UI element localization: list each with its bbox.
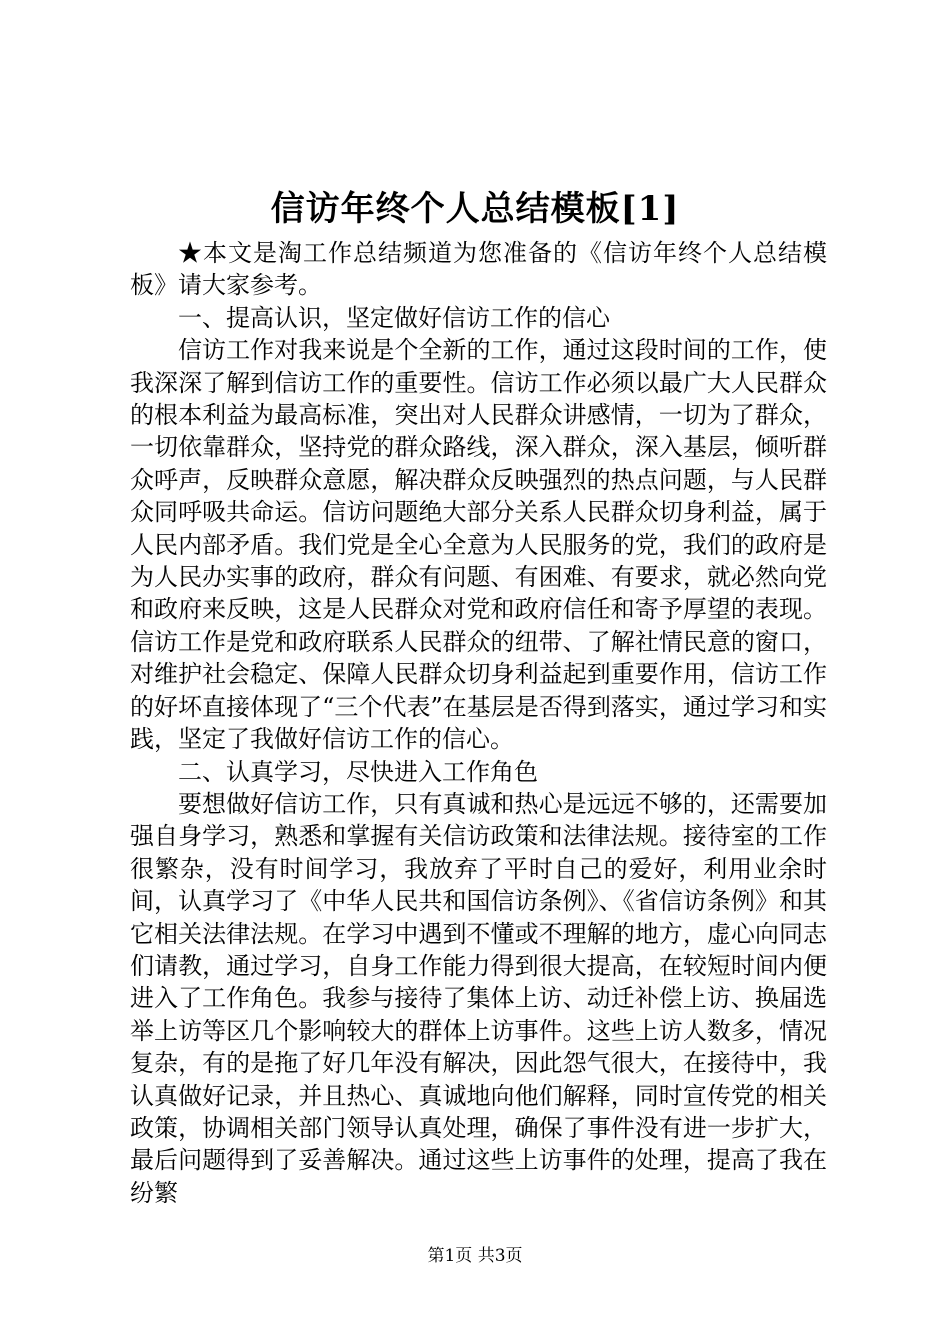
document-body xyxy=(130,237,827,1209)
section-heading-1: 一、提高认识，坚定做好信访工作的信心 xyxy=(178,303,610,332)
intro-paragraph: ★本文是淘工作总结频道为您准备的《信访年终个人总结模板》请大家参考。 xyxy=(130,239,827,300)
document-title: 信访年终个人总结模板[1] xyxy=(270,189,680,229)
section-1-paragraph: 信访工作对我来说是个全新的工作，通过这段时间的工作，使我深深了解到信访工作的重要性。信访工作必须以最广大人民群众的根本利益为最高标准，突出对人民群众讲感情，一切为了群众，一切依靠群众，坚持党的群众路线，深入群众，深入基层，倾听群众呼声，反映群众意愿，解决群众反映强烈的热点问题，与人民群众同呼吸共命运。信访问题绝大部分关系人民群众切身利益，属于人民内部矛盾。我们党是全心全意为人民服务的党，我们的政府是为人民办实事的政府，群众有问题、有困难、有要求，就必然向党和政府来反映，这是人民群众对党和政府信任和寄予厚望的表现。信访工作是党和政府联系人民群众的纽带、了解社情民意的窗口，对维护社会稳定、保障人民群众切身利益起到重要作用，信访工作的好坏直接体现了“三个代表”在基层是否得到落实，通过学习和实践，坚定了我做好信访工作的信心。 xyxy=(130,336,827,754)
page-number: 第1页 共3页 xyxy=(427,1246,523,1266)
section-heading-2: 二、认真学习，尽快进入工作角色 xyxy=(178,757,538,786)
section-2-paragraph: 要想做好信访工作，只有真诚和热心是远远不够的，还需要加强自身学习，熟悉和掌握有关信访政策和法律法规。接待室的工作很繁杂，没有时间学习，我放弃了平时自己的爱好，利用业余时间，认真学习了《中华人民共和国信访条例》、《省信访条例》和其它相关法律法规。在学习中遇到不懂或不理解的地方，虚心向同志们请教，通过学习，自身工作能力得到很大提高，在较短时间内便进入了工作角色。我参与接待了集体上访、动迁补偿上访、换届选举上访等区几个影响较大的群体上访事件。这些上访人数多，情况复杂，有的是拖了好几年没有解决，因此怨气很大，在接待中，我认真做好记录，并且热心、真诚地向他们解释，同时宣传党的相关政策，协调相关部门领导认真处理，确保了事件没有进一步扩大，最后问题得到了妥善解决。通过这些上访事件的处理，提高了我在纷繁 xyxy=(130,789,827,1207)
